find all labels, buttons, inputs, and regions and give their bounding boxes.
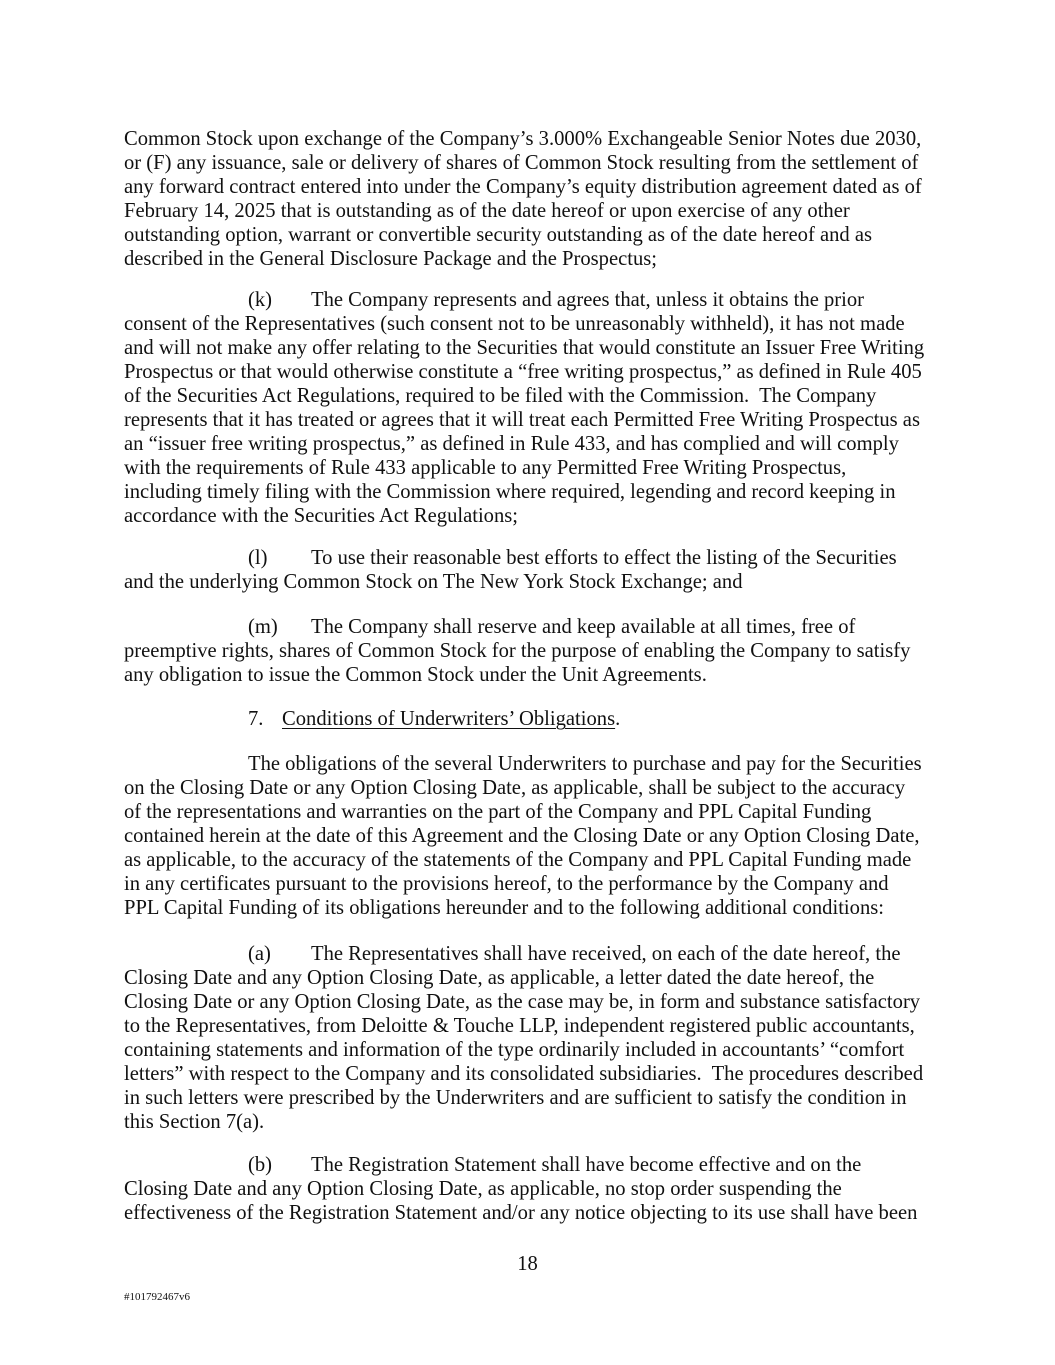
text-line: PPL Capital Funding of its obligations hereunder and to the following additional conditions: <box>124 897 884 919</box>
text-line: preemptive rights, shares of Common Stock for the purpose of enabling the Company to satisfy <box>124 640 911 662</box>
text-line: and the underlying Common Stock on The New York Stock Exchange; and <box>124 571 743 593</box>
paragraph-item-l <box>124 546 954 594</box>
item-label: (b) <box>248 1154 273 1176</box>
text-line: contained herein at the date of this Agreement and the Closing Date or any Option Closing Date, <box>124 825 920 847</box>
text-line-first <box>124 546 954 570</box>
paragraph-item-m <box>124 615 954 687</box>
document-id: #101792467v6 <box>124 1291 190 1303</box>
text-line: outstanding option, warrant or convertible security outstanding as of the date hereof and as <box>124 224 873 246</box>
text-line: Closing Date or any Option Closing Date, as the case may be, in form and substance satisfactory <box>124 991 921 1013</box>
text-line: Closing Date and any Option Closing Date, as applicable, a letter dated the date hereof, the <box>124 967 875 989</box>
paragraph-item-b <box>124 1153 954 1225</box>
text-line-first <box>124 615 954 639</box>
text-line: described in the General Disclosure Package and the Prospectus; <box>124 248 657 270</box>
text-line: including timely filing with the Commission where required, legending and record keeping in <box>124 481 896 503</box>
text-line-first <box>124 942 954 966</box>
item-label: (k) <box>248 289 273 311</box>
text-line: Common Stock upon exchange of the Company’s 3.000% Exchangeable Senior Notes due 2030, <box>124 128 922 150</box>
item-text: The Company shall reserve and keep available at all times, free of <box>311 616 856 638</box>
text-line: represents that it has treated or agrees that it will treat each Permitted Free Writing Prospectus as <box>124 409 920 431</box>
paragraph-continuation <box>124 127 954 271</box>
item-label: (m) <box>248 616 278 638</box>
text-line: this Section 7(a). <box>124 1111 265 1133</box>
text-line: consent of the Representatives (such consent not to be unreasonably withheld), it has not made <box>124 313 905 335</box>
text-line: of the Securities Act Regulations, required to be filed with the Commission. The Company <box>124 385 877 407</box>
text-line: with the requirements of Rule 433 applicable to any Permitted Free Writing Prospectus, <box>124 457 847 479</box>
text-line-first <box>124 288 954 312</box>
text-line: as applicable, to the accuracy of the statements of the Company and PPL Capital Funding made <box>124 849 912 871</box>
page-number: 18 <box>517 1253 538 1275</box>
text-line: effectiveness of the Registration Statement and/or any notice objecting to its use shall have been <box>124 1202 918 1224</box>
text-line: Prospectus or that would otherwise constitute a “free writing prospectus,” as defined in Rule 405 <box>124 361 922 383</box>
section-heading-line <box>124 707 954 731</box>
text-line: an “issuer free writing prospectus,” as defined in Rule 433, and has complied and will comply <box>124 433 899 455</box>
item-text: The Company represents and agrees that, unless it obtains the prior <box>311 289 865 311</box>
text-line: February 14, 2025 that is outstanding as of the date hereof or upon exercise of any other <box>124 200 850 222</box>
text-line: containing statements and information of the type ordinarily included in accountants’ “comfort <box>124 1039 905 1061</box>
item-text: To use their reasonable best efforts to effect the listing of the Securities <box>311 547 897 569</box>
item-label: (l) <box>248 547 268 569</box>
text-line-first <box>124 1153 954 1177</box>
text-line: or (F) any issuance, sale or delivery of shares of Common Stock resulting from the settlement of <box>124 152 919 174</box>
text-line: accordance with the Securities Act Regulations; <box>124 505 519 527</box>
text-line: in any certificates pursuant to the provisions hereof, to the performance by the Company and <box>124 873 889 895</box>
text-line: in such letters were prescribed by the Underwriters and are sufficient to satisfy the condition in <box>124 1087 907 1109</box>
item-text: The Representatives shall have received, on each of the date hereof, the <box>311 943 901 965</box>
text-line: of the representations and warranties on the part of the Company and PPL Capital Funding <box>124 801 872 823</box>
text-line-first: The obligations of the several Underwriters to purchase and pay for the Securities <box>248 753 922 775</box>
text-line: any forward contract entered into under the Company’s equity distribution agreement dated as of <box>124 176 922 198</box>
paragraph-item-k <box>124 288 954 528</box>
text-line: and will not make any offer relating to the Securities that would constitute an Issuer Free Writing <box>124 337 925 359</box>
section-number: 7. <box>248 708 264 730</box>
text-line: to the Representatives, from Deloitte & Touche LLP, independent registered public accountants, <box>124 1015 915 1037</box>
paragraph-item-a <box>124 942 954 1134</box>
text-line: any obligation to issue the Common Stock under the Unit Agreements. <box>124 664 707 686</box>
section-title: Conditions of Underwriters’ Obligations <box>282 708 616 730</box>
text-line: on the Closing Date or any Option Closing Date, as applicable, shall be subject to the accuracy <box>124 777 906 799</box>
item-label: (a) <box>248 943 271 965</box>
text-line: letters” with respect to the Company and its consolidated subsidiaries. The procedures described <box>124 1063 924 1085</box>
text-line: Closing Date and any Option Closing Date, as applicable, no stop order suspending the <box>124 1178 842 1200</box>
item-text: The Registration Statement shall have become effective and on the <box>311 1154 862 1176</box>
section-heading <box>124 707 954 731</box>
paragraph-section-intro <box>124 752 954 920</box>
section-title-suffix: . <box>615 708 621 730</box>
